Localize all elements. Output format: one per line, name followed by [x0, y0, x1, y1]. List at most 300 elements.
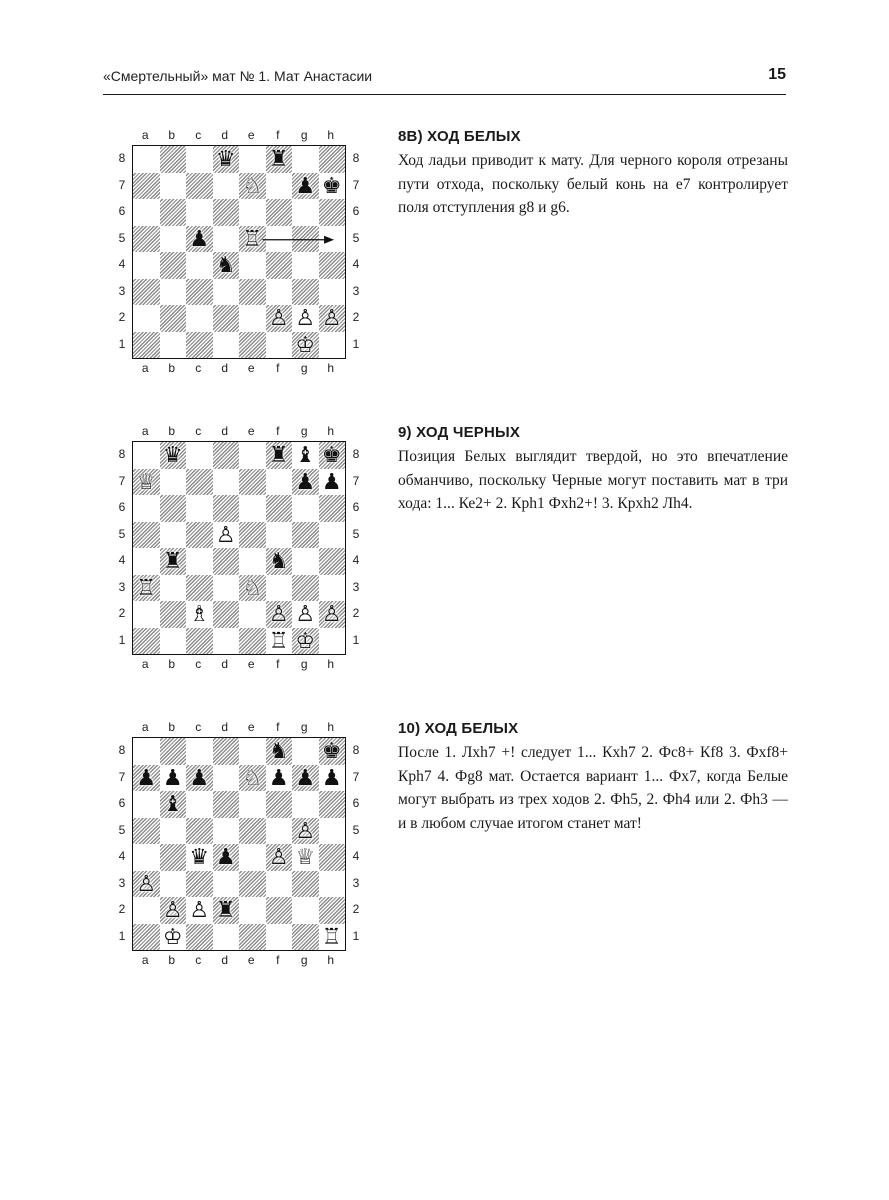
board-square: [160, 628, 187, 655]
white-pawn-icon: ♙: [268, 306, 289, 331]
black-pawn-icon: ♟: [321, 765, 342, 791]
chess-board: [132, 441, 346, 655]
rank-label: 7: [118, 177, 126, 192]
rank-label: 5: [352, 230, 360, 245]
board-square: [133, 146, 160, 173]
board-square: [213, 173, 240, 200]
black-rook-icon: ♜: [215, 898, 236, 923]
board-square: [133, 522, 160, 549]
rank-label: 5: [352, 526, 360, 541]
board-square: [266, 575, 293, 602]
board-square: [239, 332, 266, 359]
rank-label: 8: [118, 151, 126, 165]
black-knight-icon: ♞: [215, 253, 236, 278]
file-label: a: [141, 361, 149, 375]
white-pawn-icon: ♙: [321, 306, 342, 331]
board-square: [186, 252, 213, 279]
file-label: f: [276, 657, 280, 671]
file-label: e: [247, 128, 255, 142]
black-pawn-icon: ♟: [189, 226, 210, 252]
file-label: b: [168, 720, 176, 734]
board-square: [133, 844, 160, 871]
board-square: [239, 601, 266, 628]
board-square: [319, 146, 346, 173]
file-label: f: [276, 361, 280, 375]
board-square: [239, 146, 266, 173]
rank-label: 2: [352, 902, 360, 916]
page-header: [103, 66, 786, 95]
board-square: [319, 252, 346, 279]
board-square: [292, 548, 319, 575]
board-square: [186, 522, 213, 549]
board-square: [292, 495, 319, 522]
file-label: d: [221, 657, 229, 671]
board-square: [186, 924, 213, 951]
rank-label: 7: [352, 473, 360, 488]
file-label: g: [300, 361, 308, 375]
board-square: [213, 871, 240, 898]
black-pawn-icon: ♟: [162, 765, 183, 791]
board-square: [186, 279, 213, 306]
rank-label: 5: [118, 822, 126, 837]
white-queen-icon: ♕: [295, 845, 316, 870]
board-square: [186, 871, 213, 898]
board-square: [239, 252, 266, 279]
rank-label: 2: [352, 310, 360, 324]
file-label: c: [195, 424, 202, 438]
puzzle-title: 10) ХОД БЕЛЫХ: [398, 720, 519, 737]
white-bishop-icon: ♗: [189, 602, 210, 627]
board-square: [213, 279, 240, 306]
board-square: [213, 199, 240, 226]
file-label: f: [276, 424, 280, 438]
rank-label: 1: [118, 336, 126, 351]
board-square: [239, 522, 266, 549]
board-square: [319, 199, 346, 226]
board-square: [160, 871, 187, 898]
board-square: [319, 575, 346, 602]
board-square: [319, 522, 346, 549]
file-label: c: [195, 720, 202, 734]
board-square: [319, 226, 346, 253]
rank-label: 3: [352, 875, 360, 890]
rank-label: 8: [352, 743, 360, 757]
file-label: d: [221, 720, 229, 734]
board-square: [160, 332, 187, 359]
puzzle-10: [398, 720, 788, 835]
board-square: [160, 199, 187, 226]
rank-label: 5: [352, 822, 360, 837]
board-square: [133, 791, 160, 818]
file-label: h: [327, 361, 335, 375]
black-knight-icon: ♞: [268, 549, 289, 574]
file-label: a: [141, 953, 149, 967]
white-pawn-icon: ♙: [215, 522, 236, 548]
black-rook-icon: ♜: [268, 147, 289, 172]
black-pawn-icon: ♟: [268, 765, 289, 791]
board-square: [133, 442, 160, 469]
chess-board: [132, 737, 346, 951]
board-square: [239, 844, 266, 871]
board-square: [292, 871, 319, 898]
board-square: [239, 871, 266, 898]
board-square: [319, 279, 346, 306]
board-square: [133, 548, 160, 575]
board-square: [160, 522, 187, 549]
white-king-icon: ♔: [295, 628, 316, 654]
rank-label: 1: [352, 632, 360, 647]
rank-label: 6: [118, 204, 126, 218]
board-square: [186, 173, 213, 200]
file-label: h: [327, 657, 335, 671]
board-square: [239, 442, 266, 469]
file-label: f: [276, 128, 280, 142]
black-king-icon: ♚: [321, 443, 342, 468]
board-square: [292, 522, 319, 549]
file-label: a: [141, 657, 149, 671]
file-label: b: [168, 361, 176, 375]
board-square: [133, 173, 160, 200]
rank-label: 8: [118, 743, 126, 757]
board-square: [213, 548, 240, 575]
board-square: [160, 575, 187, 602]
rank-label: 6: [118, 500, 126, 514]
board-square: [319, 791, 346, 818]
board-square: [160, 146, 187, 173]
board-square: [292, 897, 319, 924]
file-label: b: [168, 128, 176, 142]
board-square: [186, 469, 213, 496]
board-square: [292, 199, 319, 226]
board-square: [213, 791, 240, 818]
board-square: [133, 332, 160, 359]
white-king-icon: ♔: [295, 332, 316, 358]
white-rook-icon: ♖: [321, 924, 342, 950]
file-label: e: [247, 361, 255, 375]
board-square: [292, 738, 319, 765]
black-queen-icon: ♛: [215, 147, 236, 172]
puzzle-title: 8В) ХОД БЕЛЫХ: [398, 128, 521, 145]
rank-label: 2: [118, 310, 126, 324]
board-square: [160, 252, 187, 279]
rank-label: 2: [118, 902, 126, 916]
board-square: [239, 738, 266, 765]
file-label: e: [247, 657, 255, 671]
file-label: d: [221, 128, 229, 142]
file-label: e: [247, 953, 255, 967]
board-square: [239, 897, 266, 924]
board-square: [319, 495, 346, 522]
board-square: [186, 332, 213, 359]
black-pawn-icon: ♟: [215, 845, 236, 870]
board-square: [213, 575, 240, 602]
white-knight-icon: ♘: [242, 765, 263, 791]
white-knight-icon: ♘: [242, 575, 263, 601]
black-pawn-icon: ♟: [321, 469, 342, 495]
board-square: [292, 791, 319, 818]
board-square: [266, 897, 293, 924]
file-label: c: [195, 953, 202, 967]
white-pawn-icon: ♙: [189, 898, 210, 923]
file-label: g: [300, 953, 308, 967]
black-pawn-icon: ♟: [189, 765, 210, 791]
board-square: [266, 871, 293, 898]
file-label: d: [221, 424, 229, 438]
file-label: b: [168, 953, 176, 967]
white-king-icon: ♔: [162, 924, 183, 950]
black-pawn-icon: ♟: [295, 173, 316, 199]
board-square: [213, 442, 240, 469]
board-square: [266, 173, 293, 200]
board-square: [239, 279, 266, 306]
board-square: [239, 924, 266, 951]
board-square: [160, 305, 187, 332]
rank-label: 4: [118, 257, 126, 271]
board-square: [186, 548, 213, 575]
board-square: [292, 252, 319, 279]
board-square: [186, 628, 213, 655]
rank-label: 1: [118, 632, 126, 647]
board-square: [160, 844, 187, 871]
board-square: [292, 924, 319, 951]
white-pawn-icon: ♙: [136, 871, 157, 897]
board-square: [213, 305, 240, 332]
board-square: [292, 279, 319, 306]
board-square: [133, 279, 160, 306]
board-square: [186, 442, 213, 469]
file-label: b: [168, 657, 176, 671]
board-square: [319, 628, 346, 655]
board-square: [186, 199, 213, 226]
rank-label: 4: [352, 257, 360, 271]
board-square: [319, 897, 346, 924]
board-square: [186, 146, 213, 173]
board-square: [133, 924, 160, 951]
board-square: [266, 469, 293, 496]
board-square: [266, 199, 293, 226]
board-square: [213, 738, 240, 765]
black-queen-icon: ♛: [189, 845, 210, 870]
board-square: [133, 818, 160, 845]
puzzle-9: [398, 424, 788, 516]
rank-label: 3: [118, 875, 126, 890]
file-label: a: [141, 128, 149, 142]
board-square: [239, 791, 266, 818]
rank-label: 2: [118, 606, 126, 620]
board-square: [160, 279, 187, 306]
board-square: [239, 548, 266, 575]
board-square: [266, 252, 293, 279]
white-rook-icon: ♖: [242, 226, 263, 252]
white-knight-icon: ♘: [242, 173, 263, 199]
black-bishop-icon: ♝: [295, 443, 316, 468]
rank-label: 3: [352, 283, 360, 298]
board-square: [213, 765, 240, 792]
file-label: h: [327, 953, 335, 967]
puzzle-title: 9) ХОД ЧЕРНЫХ: [398, 424, 521, 441]
board-square: [239, 305, 266, 332]
puzzle-solution-text: Ход ладьи приводит к мату. Для черного короля отрезаны пути отхода, поскольку белый конь на е7 контролирует поля отступления g8 и g6.: [398, 152, 788, 216]
board-square: [319, 548, 346, 575]
rank-label: 3: [118, 579, 126, 594]
rank-label: 7: [118, 473, 126, 488]
black-knight-icon: ♞: [268, 739, 289, 764]
rank-label: 8: [352, 151, 360, 165]
file-label: f: [276, 720, 280, 734]
board-square: [266, 279, 293, 306]
rank-label: 7: [118, 769, 126, 784]
white-pawn-icon: ♙: [295, 818, 316, 844]
file-label: g: [300, 128, 308, 142]
chess-board: [132, 145, 346, 359]
board-square: [292, 146, 319, 173]
board-square: [266, 791, 293, 818]
puzzle-solution-text: После 1. Лxh7 +! следует 1... Кxh7 2. Фс8+ Кf8 3. Фxf8+ Крh7 4. Фg8 мат. Остается вариант 1... Фx7, когда Белые могут выбрать из трех ходов 2. Фh5, 2. Фh4 или 2. Фh3 — и в любом случае итогом станет мат!: [398, 744, 788, 832]
chess-diagram-9: [112, 424, 367, 674]
board-square: [160, 818, 187, 845]
board-square: [292, 226, 319, 253]
board-square: [160, 601, 187, 628]
board-square: [160, 173, 187, 200]
white-rook-icon: ♖: [136, 575, 157, 601]
board-square: [213, 332, 240, 359]
board-square: [160, 469, 187, 496]
rank-label: 6: [352, 796, 360, 810]
file-label: g: [300, 424, 308, 438]
board-square: [186, 818, 213, 845]
board-square: [186, 791, 213, 818]
rank-label: 5: [118, 526, 126, 541]
rank-label: 1: [352, 336, 360, 351]
black-bishop-icon: ♝: [162, 792, 183, 817]
black-rook-icon: ♜: [162, 549, 183, 574]
rank-label: 6: [118, 796, 126, 810]
board-square: [133, 199, 160, 226]
black-king-icon: ♚: [321, 173, 342, 199]
file-label: d: [221, 361, 229, 375]
board-square: [239, 628, 266, 655]
board-square: [186, 305, 213, 332]
file-label: h: [327, 424, 335, 438]
board-square: [133, 601, 160, 628]
puzzle-solution-text: Позиция Белых выглядит твердой, но это впечатление обманчиво, поскольку Черные могут поставить мат в три хода: 1... Ке2+ 2. Крh1 Фxh2+! 3. Крxh2 Лh4.: [398, 448, 788, 512]
file-label: a: [141, 720, 149, 734]
board-square: [133, 226, 160, 253]
white-pawn-icon: ♙: [268, 845, 289, 870]
board-square: [133, 495, 160, 522]
rank-label: 7: [352, 177, 360, 192]
file-label: b: [168, 424, 176, 438]
board-square: [213, 469, 240, 496]
board-square: [266, 495, 293, 522]
white-pawn-icon: ♙: [321, 602, 342, 627]
board-square: [266, 924, 293, 951]
file-label: g: [300, 720, 308, 734]
file-label: e: [247, 424, 255, 438]
board-square: [319, 844, 346, 871]
file-label: h: [327, 720, 335, 734]
rank-label: 1: [118, 928, 126, 943]
board-square: [186, 575, 213, 602]
file-label: c: [195, 657, 202, 671]
file-label: e: [247, 720, 255, 734]
board-square: [319, 818, 346, 845]
board-square: [239, 818, 266, 845]
rank-label: 5: [118, 230, 126, 245]
board-square: [292, 575, 319, 602]
board-square: [186, 738, 213, 765]
white-pawn-icon: ♙: [295, 306, 316, 331]
chess-diagram-10: [112, 720, 367, 970]
file-label: h: [327, 128, 335, 142]
file-label: g: [300, 657, 308, 671]
black-king-icon: ♚: [321, 739, 342, 764]
board-square: [213, 818, 240, 845]
rank-label: 3: [118, 283, 126, 298]
running-title: «Смертельный» мат № 1. Мат Анастасии: [103, 68, 373, 84]
file-label: a: [141, 424, 149, 438]
rank-label: 4: [118, 849, 126, 863]
file-label: c: [195, 361, 202, 375]
rank-label: 4: [352, 849, 360, 863]
white-rook-icon: ♖: [268, 628, 289, 654]
board-square: [266, 226, 293, 253]
board-square: [266, 818, 293, 845]
page-number: 15: [768, 66, 786, 83]
board-square: [133, 628, 160, 655]
rank-label: 1: [352, 928, 360, 943]
black-pawn-icon: ♟: [136, 765, 157, 791]
board-square: [213, 495, 240, 522]
black-rook-icon: ♜: [268, 443, 289, 468]
rank-label: 8: [118, 447, 126, 461]
rank-label: 2: [352, 606, 360, 620]
board-square: [133, 305, 160, 332]
board-square: [239, 495, 266, 522]
rank-label: 7: [352, 769, 360, 784]
board-square: [160, 738, 187, 765]
board-square: [213, 226, 240, 253]
board-square: [213, 628, 240, 655]
board-square: [319, 332, 346, 359]
board-square: [319, 871, 346, 898]
file-label: f: [276, 953, 280, 967]
board-square: [266, 522, 293, 549]
board-square: [160, 226, 187, 253]
black-queen-icon: ♛: [162, 443, 183, 468]
black-pawn-icon: ♟: [295, 469, 316, 495]
rank-label: 6: [352, 500, 360, 514]
file-label: c: [195, 128, 202, 142]
white-pawn-icon: ♙: [295, 602, 316, 627]
rank-label: 6: [352, 204, 360, 218]
white-pawn-icon: ♙: [162, 898, 183, 923]
board-square: [133, 897, 160, 924]
board-square: [239, 199, 266, 226]
board-square: [160, 495, 187, 522]
board-square: [186, 495, 213, 522]
board-square: [213, 924, 240, 951]
board-square: [133, 738, 160, 765]
file-label: d: [221, 953, 229, 967]
puzzle-8v: [398, 128, 788, 220]
white-pawn-icon: ♙: [268, 602, 289, 627]
rank-label: 8: [352, 447, 360, 461]
rank-label: 4: [118, 553, 126, 567]
white-queen-icon: ♕: [136, 469, 157, 495]
board-square: [213, 601, 240, 628]
board-square: [239, 469, 266, 496]
